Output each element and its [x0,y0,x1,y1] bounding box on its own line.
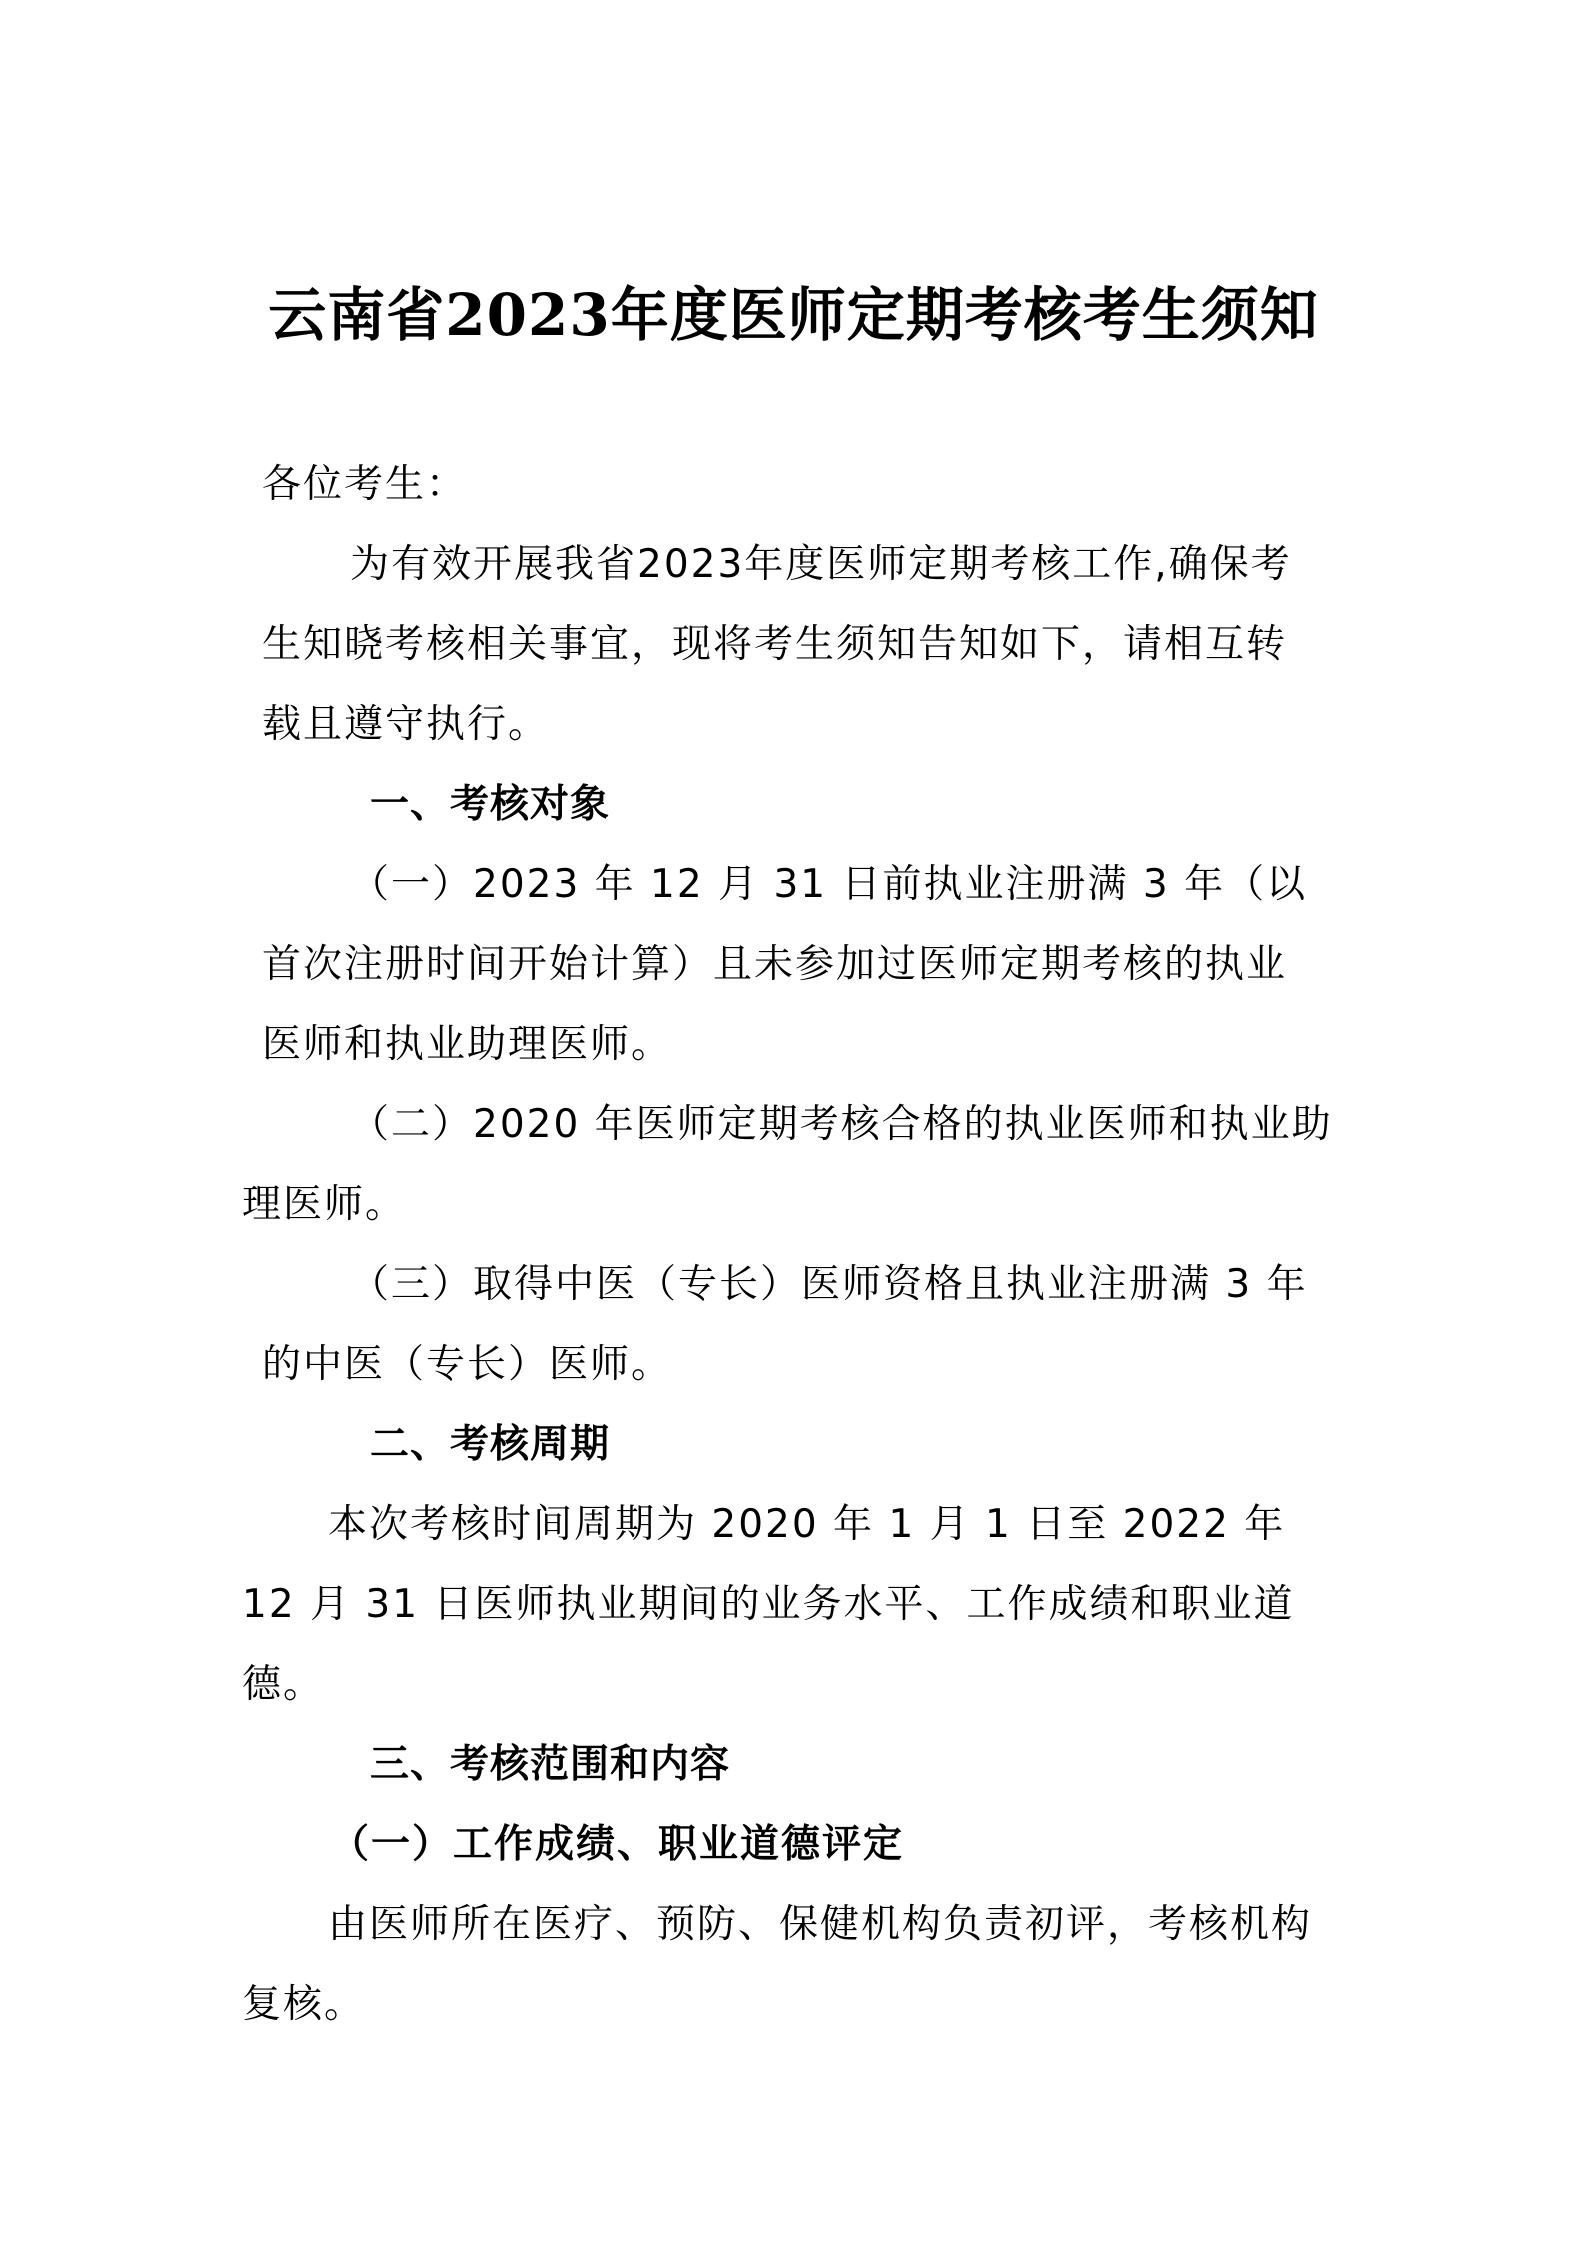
document-title: 云南省2023年度医师定期考核考生须知 [268,281,1319,349]
section1-item2-line-2: 理医师。 [242,1182,407,1227]
section2-line-1: 本次考核时间周期为 2020 年 1 月 1 日至 2022 年 [328,1502,1286,1547]
intro-line-2: 生知晓考核相关事宜，现将考生须知告知如下，请相互转 [262,622,1288,667]
section3-sub1-line-1: 由医师所在医疗、预防、保健机构负责初评，考核机构 [328,1902,1313,1947]
section1-item1-line-3: 医师和执业助理医师。 [262,1022,673,1067]
intro-line-3: 载且遵守执行。 [262,702,550,747]
intro-line-1: 为有效开展我省2023年度医师定期考核工作,确保考 [350,542,1292,587]
section1-item1-line-2: 首次注册时间开始计算）且未参加过医师定期考核的执业 [262,942,1288,987]
section2-heading: 二、考核周期 [370,1422,611,1467]
section3-sub1-heading: （一）工作成绩、职业道德评定 [330,1822,905,1867]
section1-item2-line-1: （二）2020 年医师定期考核合格的执业医师和执业助 [350,1102,1333,1147]
section3-sub1-line-2: 复核。 [242,1982,366,2027]
section2-line-3: 德。 [242,1662,325,1707]
section1-item1-line-1: （一）2023 年 12 月 31 日前执业注册满 3 年（以 [350,862,1308,907]
section1-item3-line-2: 的中医（专长）医师。 [262,1342,673,1387]
section1-heading: 一、考核对象 [370,782,611,827]
section3-heading: 三、考核范围和内容 [370,1742,731,1787]
greeting: 各位考生： [262,462,468,507]
section2-line-2: 12 月 31 日医师执业期间的业务水平、工作成绩和职业道 [242,1582,1295,1627]
section1-item3-line-1: （三）取得中医（专长）医师资格且执业注册满 3 年 [350,1262,1308,1307]
